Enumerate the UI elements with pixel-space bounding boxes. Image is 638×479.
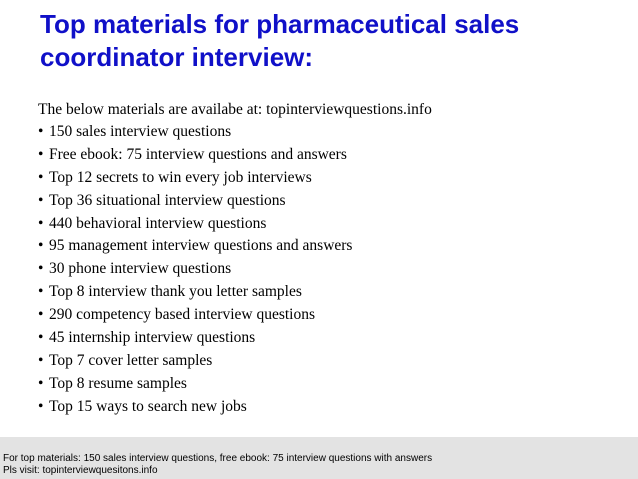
list-item-label: 95 management interview questions and answers <box>49 237 353 255</box>
list-item-label: Free ebook: 75 interview questions and answers <box>49 145 347 163</box>
footer-link-text: Pls visit: topinterviewquesitons.info <box>3 465 158 476</box>
list-item <box>38 167 628 190</box>
list-item-label: 290 competency based interview questions <box>49 306 316 324</box>
list-item <box>38 121 628 144</box>
bullet-icon: • <box>38 145 44 163</box>
slide-body <box>38 98 628 419</box>
list-item <box>38 373 628 396</box>
bullet-icon: • <box>38 397 44 415</box>
list-item-label: Top 8 resume samples <box>49 374 187 392</box>
bullet-icon: • <box>38 351 44 369</box>
list-item <box>38 258 628 281</box>
list-item-label: 150 sales interview questions <box>49 123 232 140</box>
bullet-icon: • <box>38 168 44 186</box>
bullet-icon: • <box>38 283 44 301</box>
list-item-label: 30 phone interview questions <box>49 260 232 278</box>
list-item-label: Top 7 cover letter samples <box>49 351 213 369</box>
list-item <box>38 281 628 304</box>
list-item-label: 440 behavioral interview questions <box>49 214 267 232</box>
bullet-icon: • <box>38 214 44 232</box>
bullet-icon: • <box>38 374 44 392</box>
list-item-label: Top 15 ways to search new jobs <box>49 397 247 415</box>
bullet-icon: • <box>38 329 44 347</box>
list-item <box>38 213 628 236</box>
list-item-label: Top 8 interview thank you letter samples <box>49 283 302 301</box>
list-item <box>38 327 628 350</box>
intro-text: The below materials are availabe at: topinterviewquestions.info <box>38 101 432 118</box>
bullet-icon: • <box>38 237 44 255</box>
slide-title: Top materials for pharmaceutical sales coordinator interview: <box>40 9 520 72</box>
list-item <box>38 350 628 373</box>
bullet-icon: • <box>38 306 44 324</box>
bullet-icon: • <box>38 260 44 278</box>
list-item <box>38 190 628 213</box>
list-item <box>38 235 628 258</box>
list-item-label: Top 12 secrets to win every job interviews <box>49 168 312 186</box>
bullet-icon: • <box>38 191 44 209</box>
footer-line: For top materials: 150 sales interview questions, free ebook: 75 interview questions with answers <box>3 453 433 464</box>
list-item-label: Top 36 situational interview questions <box>49 191 286 209</box>
bullet-icon: • <box>38 123 44 140</box>
list-item <box>38 144 628 167</box>
list-item-label: 45 internship interview questions <box>49 329 256 347</box>
materials-list <box>38 121 628 419</box>
list-item <box>38 396 628 419</box>
list-item <box>38 304 628 327</box>
footer-bar <box>0 437 638 479</box>
